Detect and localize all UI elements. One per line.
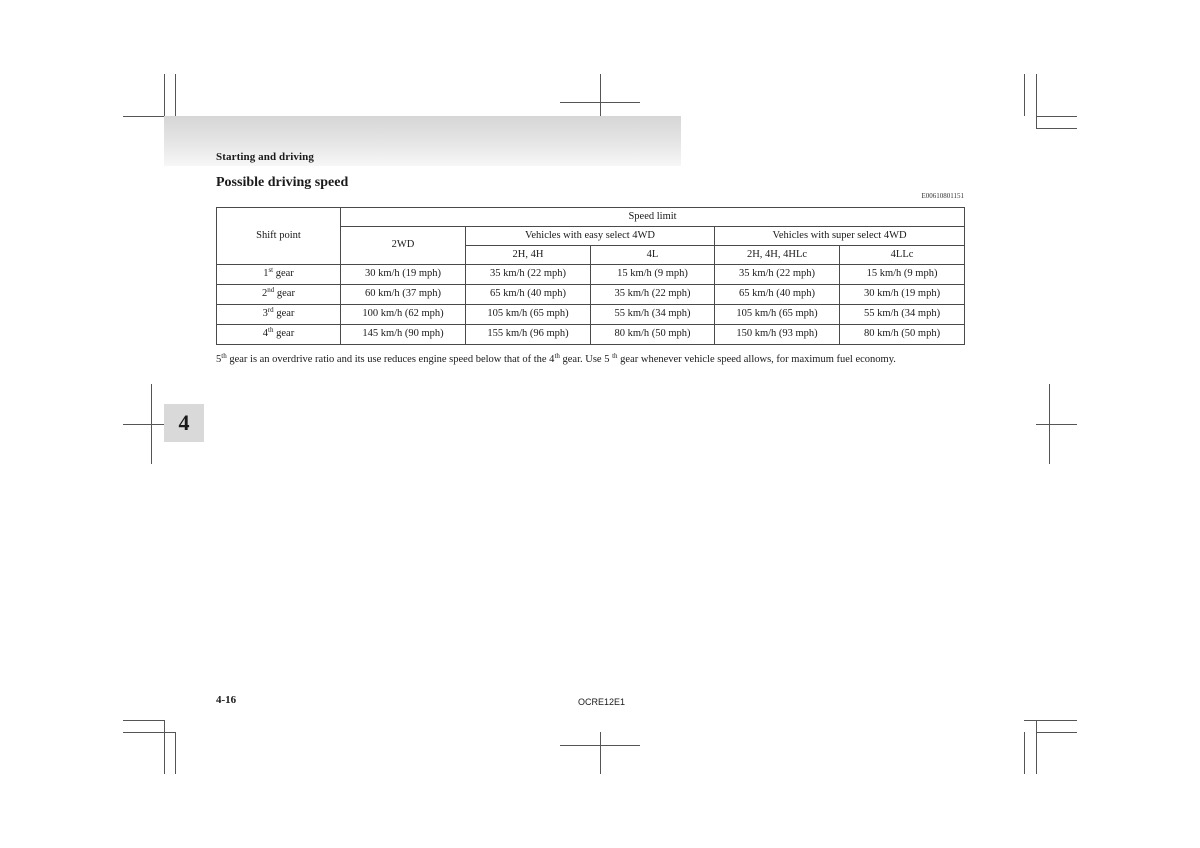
crop-mark	[1036, 732, 1077, 733]
crop-mark	[1024, 720, 1077, 721]
subheader-2h-4h: 2H, 4H	[466, 246, 591, 265]
speed-cell: 60 km/h (37 mph)	[341, 285, 466, 305]
speed-cell: 145 km/h (90 mph)	[341, 325, 466, 345]
crop-mark	[1024, 74, 1025, 116]
crop-mark	[1036, 720, 1037, 774]
speed-cell: 80 km/h (50 mph)	[591, 325, 715, 345]
speed-cell: 15 km/h (9 mph)	[840, 265, 965, 285]
registration-mark	[123, 424, 164, 425]
2wd-header: 2WD	[341, 227, 466, 265]
crop-mark	[1036, 74, 1037, 128]
speed-cell: 80 km/h (50 mph)	[840, 325, 965, 345]
speed-cell: 100 km/h (62 mph)	[341, 305, 466, 325]
gear-cell: 3rd gear	[217, 305, 341, 325]
table-row	[217, 285, 965, 305]
easy-select-header: Vehicles with easy select 4WD	[466, 227, 715, 246]
registration-mark	[1036, 424, 1077, 425]
footnote: 5th gear is an overdrive ratio and its use reduces engine speed below that of the 4th gear. Use 5 $^{th}$ gear whenever vehicle speed allows, for maximum fuel economy.	[216, 352, 896, 365]
reference-code: E00610801151	[921, 192, 964, 200]
crop-mark	[123, 732, 175, 733]
registration-mark	[600, 74, 601, 116]
crop-mark	[175, 732, 176, 774]
speed-cell: 55 km/h (34 mph)	[591, 305, 715, 325]
subheader-4l: 4L	[591, 246, 715, 265]
crop-mark	[123, 720, 164, 721]
speed-cell: 155 km/h (96 mph)	[466, 325, 591, 345]
table-row	[217, 265, 965, 285]
super-select-header: Vehicles with super select 4WD	[715, 227, 965, 246]
gear-cell: 2nd gear	[217, 285, 341, 305]
registration-mark	[1049, 384, 1050, 464]
speed-cell: 35 km/h (22 mph)	[591, 285, 715, 305]
subheader-4llc: 4LLc	[840, 246, 965, 265]
speed-cell: 15 km/h (9 mph)	[591, 265, 715, 285]
section-title: Starting and driving	[216, 151, 314, 163]
crop-mark	[164, 720, 165, 774]
speed-cell: 65 km/h (40 mph)	[466, 285, 591, 305]
page-number: 4-16	[216, 694, 237, 706]
table-row	[217, 305, 965, 325]
registration-mark	[600, 732, 601, 774]
speed-cell: 150 km/h (93 mph)	[715, 325, 840, 345]
table-row	[217, 325, 965, 345]
chapter-tab: 4	[164, 404, 204, 442]
crop-mark	[175, 74, 176, 116]
gear-cell: 4th gear	[217, 325, 341, 345]
registration-mark	[151, 384, 152, 464]
speed-cell: 35 km/h (22 mph)	[466, 265, 591, 285]
page-heading: Possible driving speed	[216, 175, 349, 190]
speed-cell: 30 km/h (19 mph)	[341, 265, 466, 285]
document-code: OCRE12E1	[578, 697, 626, 707]
speed-limit-header: Speed limit	[341, 208, 965, 227]
table-header-row	[217, 208, 965, 227]
gear-cell: 1st gear	[217, 265, 341, 285]
speed-cell: 65 km/h (40 mph)	[715, 285, 840, 305]
shift-point-header: Shift point	[217, 208, 341, 265]
subheader-2h-4h-4hlc: 2H, 4H, 4HLc	[715, 246, 840, 265]
speed-cell: 105 km/h (65 mph)	[715, 305, 840, 325]
speed-limit-table	[216, 207, 965, 345]
crop-mark	[1036, 128, 1077, 129]
speed-cell: 105 km/h (65 mph)	[466, 305, 591, 325]
speed-cell: 30 km/h (19 mph)	[840, 285, 965, 305]
crop-mark	[1036, 116, 1077, 117]
crop-mark	[1024, 732, 1025, 774]
speed-cell: 55 km/h (34 mph)	[840, 305, 965, 325]
speed-cell: 35 km/h (22 mph)	[715, 265, 840, 285]
